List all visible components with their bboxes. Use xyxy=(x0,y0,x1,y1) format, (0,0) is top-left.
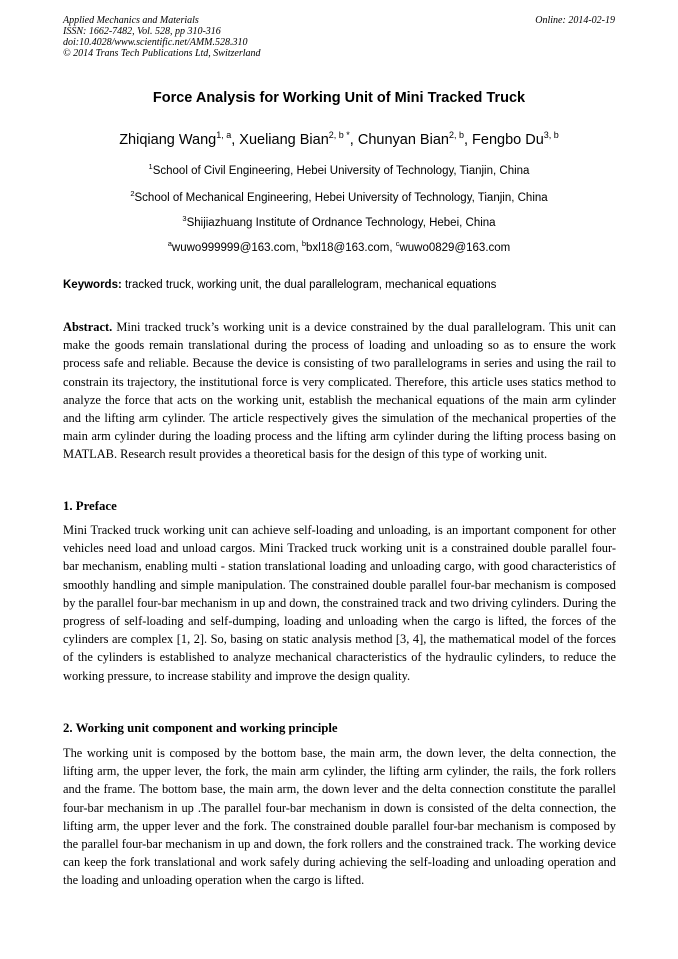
author-separator: , xyxy=(463,132,473,148)
author-name: Chunyan Bian xyxy=(357,132,449,148)
affiliation-mark: 2 xyxy=(130,189,135,198)
section-heading-working-unit: 2. Working unit component and working principle xyxy=(63,721,338,735)
affiliation-text: Shijiazhuang Institute of Ordnance Technology, Hebei, China xyxy=(186,217,496,229)
paper-title: Force Analysis for Working Unit of Mini Tracked Truck xyxy=(152,90,526,106)
author-name: Zhiqiang Wang xyxy=(119,132,217,148)
author-name: Fengbo Du xyxy=(472,132,544,148)
author-list xyxy=(0,132,678,148)
keywords-label: Keywords: xyxy=(63,279,122,291)
email-line xyxy=(0,239,678,254)
keywords xyxy=(63,279,623,291)
email-mark: c xyxy=(395,239,400,248)
email-mark: a xyxy=(167,239,172,248)
affiliation-1 xyxy=(0,162,678,177)
section-heading-preface: 1. Preface xyxy=(63,499,117,513)
author-affiliation-mark: 3, b xyxy=(543,130,559,140)
author-affiliation-mark: 2, b xyxy=(448,130,464,140)
author-separator: , xyxy=(349,132,358,148)
affiliation-mark: 3 xyxy=(182,214,187,223)
journal-doi: doi:10.4028/www.scientific.net/AMM.528.310 xyxy=(63,37,248,48)
email-address: wuwo0829@163.com xyxy=(399,242,511,254)
affiliation-text: School of Civil Engineering, Hebei University of Technology, Tianjin, China xyxy=(152,165,530,177)
journal-issn: ISSN: 1662-7482, Vol. 528, pp 310-316 xyxy=(63,26,221,37)
email-address: bxl18@163.com, xyxy=(306,242,396,254)
section-body-preface: Mini Tracked truck working unit can achieve self-loading and unloading, is an important component for other vehicles need load and unload cargos. Mini Tracked truck working unit is a constrained double parallel four-bar mechanism, enabling multi - station translational loading and unloading cargo, with good characteristics of smoothly handling and simple manipulation. The constrained double parallel four-bar mechanism is composed by the parallel four-bar mechanism in up and down, the constrained track and two driving cylinders. During the progress of self-loading and self-dumping, loading and unloading when the cargo is lifted, the forces of the cylinders are complex [1, 2]. So, basing on static analysis method [3, 4], the mathematical model of the forces of the cylinders is established to analyze mechanical characteristics of the hydraulic cylinders, to reduce the working pressure, to increase stability and improve the design quality. xyxy=(63,523,616,683)
affiliation-3 xyxy=(0,214,678,229)
journal-header xyxy=(63,15,615,59)
author-affiliation-mark: 1, a xyxy=(216,130,232,140)
email-mark: b xyxy=(301,239,307,248)
author-name: Xueliang Bian xyxy=(239,132,329,148)
journal-copyright: © 2014 Trans Tech Publications Ltd, Switzerland xyxy=(63,48,261,59)
affiliation-text: School of Mechanical Engineering, Hebei University of Technology, Tianjin, China xyxy=(134,192,548,204)
section-body-working-unit: The working unit is composed by the bottom base, the main arm, the down lever, the delta connection, the lifting arm, the upper lever, the fork, the main arm cylinder, the lifting arm cylinder, the rails, the fork rollers and the frame. The bottom base, the main arm, the down lever and the delta connection constitute the parallel four-bar mechanism in up .The parallel four-bar mechanism in down is consisted of the delta connection, the lifting arm, the upper lever and the fork. The constrained double parallel four-bar mechanism is composed by the parallel four-bar mechanism in up and down, the fork rollers and the constrained track. The working device can keep the fork translational and work safely during achieving the self-loading and unloading operation and the loading and unloading operation when the cargo is lifted. xyxy=(63,746,616,888)
abstract-label: Abstract. xyxy=(63,320,113,334)
author-separator: , xyxy=(231,132,240,148)
abstract xyxy=(63,318,616,464)
online-date: Online: 2014-02-19 xyxy=(535,15,615,26)
affiliation-2 xyxy=(0,189,678,204)
abstract-text: Mini tracked truck’s working unit is a device constrained by the dual parallelogram. This unit can make the goods remain translational during the process of loading and unloading so as to ensure the work process safe and reliable. Because the device is consisting of two parallelograms in series and using the rail to constrain its trajectory, the institutional force is very complicated. Therefore, this article uses statics method to analyze the force that acts on the working unit, establish the mechanical equations of the main arm cylinder and the lifting arm cylinder. The article respectively gives the simulation of the mechanical properties of the main arm cylinder during the loading process and the lifting arm cylinder during the lifting process basing on MATLAB. Research result provides a theoretical basis for the design of this type of working unit. xyxy=(63,320,616,462)
journal-name: Applied Mechanics and Materials xyxy=(63,15,199,26)
email-address: wuwo999999@163.com, xyxy=(171,242,302,254)
author-affiliation-mark: 2, b * xyxy=(328,130,350,140)
affiliation-mark: 1 xyxy=(148,162,153,171)
keywords-text: tracked truck, working unit, the dual parallelogram, mechanical equations xyxy=(121,279,497,291)
